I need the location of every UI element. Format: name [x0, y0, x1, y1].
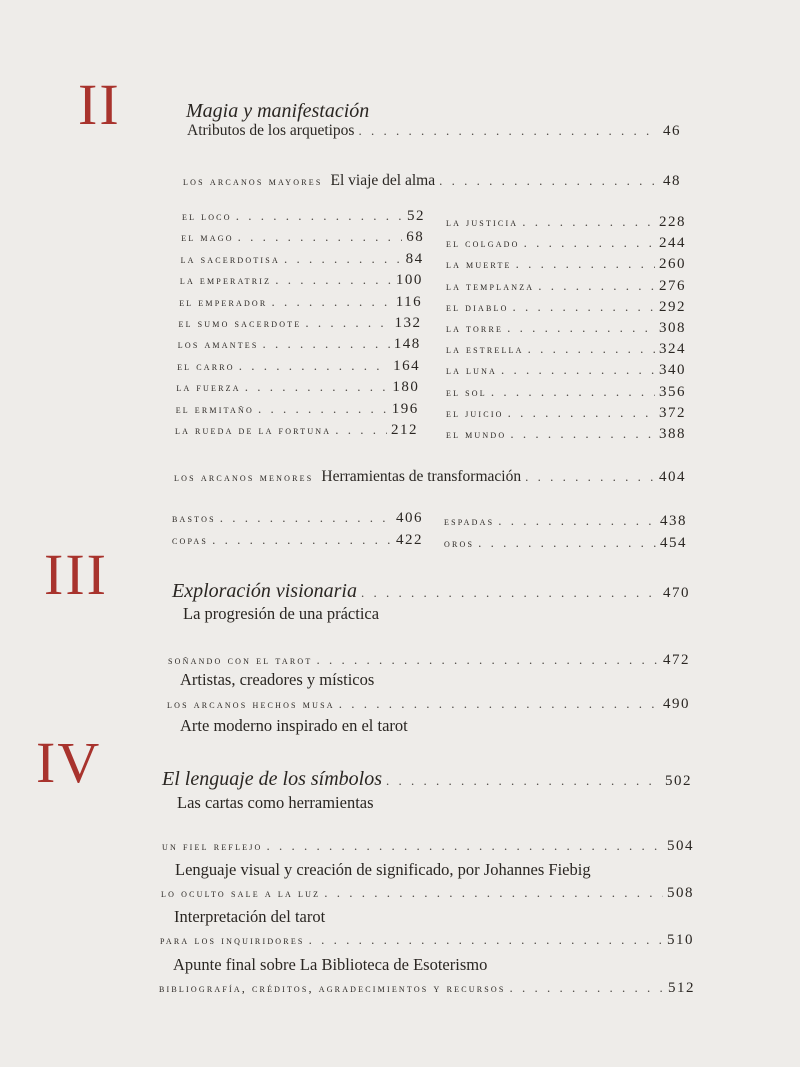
leader-dots	[284, 251, 402, 267]
leader-dots	[258, 401, 388, 417]
card-entry-right	[446, 405, 686, 422]
section-ii-subtitle: Atributos de los arquetipos	[187, 122, 355, 139]
leader-dots	[525, 469, 655, 485]
entry-name: la luna	[446, 365, 498, 378]
leader-dots	[239, 358, 389, 374]
card-entry-left	[181, 229, 424, 246]
leader-dots	[508, 405, 655, 421]
card-entry-left	[180, 272, 423, 289]
entry-name: bastos	[172, 513, 216, 525]
card-entry-left	[179, 294, 422, 311]
leader-dots	[491, 384, 655, 400]
major-arcana-heading: los arcanos mayores	[183, 174, 323, 188]
leader-dots	[386, 773, 661, 789]
card-entry-right	[446, 362, 686, 379]
section-entry-page: 490	[663, 696, 690, 712]
entry-page: 324	[659, 341, 686, 358]
leader-dots	[361, 585, 659, 601]
entry-page: 196	[391, 400, 419, 417]
minor-arcana-heading: los arcanos menores	[174, 470, 314, 484]
card-entry-right	[446, 341, 686, 358]
leader-dots	[339, 696, 659, 712]
card-entry-left	[176, 401, 419, 418]
leader-dots	[238, 229, 403, 245]
entry-name: el ermitaño	[175, 403, 254, 416]
entry-page: 244	[659, 235, 686, 252]
entry-name: los amantes	[177, 339, 259, 352]
leader-dots	[316, 652, 659, 668]
leader-dots	[516, 256, 655, 272]
leader-dots	[275, 272, 392, 288]
entry-name: el colgado	[446, 238, 520, 251]
card-entry-right	[446, 299, 686, 316]
section-ii-title: Magia y manifestación	[186, 100, 370, 122]
card-entry-left	[179, 315, 422, 332]
entry-page: 276	[659, 277, 686, 294]
section-entry-page: 510	[667, 932, 694, 948]
section-entry-heading: los arcanos hechos musa	[167, 699, 335, 711]
leader-dots	[220, 510, 392, 526]
section-entry-subtitle: Artistas, creadores y místicos	[180, 670, 375, 689]
section-entry-row	[167, 696, 690, 713]
entry-page: 260	[659, 256, 686, 273]
entry-name: el diablo	[446, 301, 509, 314]
section-entry-row	[162, 838, 694, 855]
leader-dots	[212, 532, 392, 548]
major-arcana-row	[183, 172, 681, 190]
entry-page: 148	[393, 336, 421, 353]
entry-page: 340	[659, 362, 686, 379]
entry-page: 356	[659, 383, 686, 400]
section-iv-title: El lenguaje de los símbolos	[162, 768, 382, 790]
section-entry-row	[160, 932, 694, 949]
card-entry-right	[446, 384, 686, 401]
leader-dots	[510, 426, 655, 442]
entry-name: copas	[172, 535, 209, 547]
entry-page: 308	[659, 320, 686, 336]
entry-page: 68	[406, 229, 425, 246]
entry-page: 212	[391, 422, 418, 438]
section-ii-numeral: II	[78, 72, 121, 137]
section-ii-page: 46	[663, 123, 681, 139]
entry-page: 422	[396, 532, 423, 548]
leader-dots	[507, 320, 655, 336]
card-entry-left	[178, 336, 421, 353]
section-iii-page: 470	[663, 585, 690, 601]
minor-arcana-page: 404	[659, 469, 686, 485]
card-entry-right	[446, 256, 686, 273]
entry-page: 388	[659, 426, 686, 442]
suit-entry-left	[172, 510, 423, 527]
entry-page: 292	[659, 298, 686, 315]
leader-dots	[513, 299, 655, 315]
leader-dots	[267, 838, 663, 854]
leader-dots	[245, 379, 389, 395]
suit-entry-right	[444, 535, 687, 552]
entry-name: la emperatriz	[179, 275, 272, 288]
card-entry-left	[181, 251, 424, 268]
leader-dots	[498, 513, 656, 529]
leader-dots	[324, 885, 663, 901]
leader-dots	[335, 422, 387, 438]
card-entry-left	[177, 358, 420, 375]
card-entry-right	[446, 235, 686, 252]
section-entry-heading: soñando con el tarot	[168, 655, 313, 667]
entry-name: el mago	[181, 232, 234, 245]
suit-entry-left	[172, 532, 423, 549]
section-entry-row	[168, 652, 690, 669]
entry-page: 52	[407, 208, 425, 224]
section-entry-page: 504	[667, 838, 694, 854]
section-iv-numeral: IV	[36, 730, 102, 795]
section-entry-heading: bibliografía, créditos, agradecimientos y recursos	[159, 983, 506, 995]
section-entry-page: 512	[668, 980, 695, 996]
leader-dots	[478, 535, 656, 551]
section-entry-row	[159, 980, 695, 997]
entry-page: 180	[392, 379, 420, 396]
leader-dots	[501, 362, 655, 378]
section-iii-subtitle: La progresión de una práctica	[183, 604, 380, 623]
entry-name: la justicia	[446, 217, 519, 229]
entry-page: 84	[405, 250, 424, 267]
leader-dots	[528, 341, 655, 357]
leader-dots	[358, 123, 659, 139]
entry-page: 100	[395, 272, 423, 289]
entry-page: 454	[660, 535, 687, 551]
entry-name: el loco	[182, 211, 232, 223]
entry-name: el juicio	[446, 407, 504, 420]
minor-arcana-row	[174, 468, 686, 486]
card-entry-right	[446, 426, 686, 443]
entry-name: la rueda de la fortuna	[175, 425, 332, 437]
section-iv-page: 502	[665, 773, 692, 789]
leader-dots	[236, 208, 403, 224]
entry-name: la muerte	[446, 259, 512, 272]
leader-dots	[522, 214, 655, 230]
leader-dots	[538, 278, 655, 294]
entry-page: 228	[659, 214, 686, 230]
section-entry-subtitle: Apunte final sobre La Biblioteca de Esoterismo	[173, 955, 488, 974]
major-arcana-page: 48	[663, 173, 681, 189]
section-entry-heading: para los inquiridores	[160, 935, 305, 947]
leader-dots	[309, 932, 663, 948]
leader-dots	[263, 336, 390, 352]
card-entry-left	[175, 422, 418, 439]
section-iii-title: Exploración visionaria	[172, 580, 357, 602]
card-entry-right	[446, 320, 686, 337]
leader-dots	[439, 173, 659, 189]
entry-name: la torre	[446, 323, 504, 335]
card-entry-right	[446, 278, 686, 295]
entry-name: la fuerza	[176, 382, 241, 395]
section-ii-title-row	[186, 100, 370, 123]
section-entry-row	[161, 885, 694, 902]
entry-page: 116	[395, 293, 423, 310]
entry-name: el mundo	[446, 429, 507, 441]
entry-name: la estrella	[446, 344, 524, 357]
entry-name: el sumo sacerdote	[178, 318, 302, 330]
section-entry-heading: un fiel reflejo	[162, 841, 263, 853]
entry-name: espadas	[444, 516, 495, 528]
suit-entry-right	[444, 513, 687, 530]
minor-arcana-subtitle: Herramientas de transformación	[321, 468, 522, 485]
entry-page: 372	[659, 404, 686, 421]
entry-name: oros	[444, 538, 475, 550]
entry-name: el sol	[446, 386, 487, 399]
card-entry-left	[176, 379, 419, 396]
entry-page: 164	[393, 357, 421, 374]
section-iv-title-row	[162, 768, 692, 791]
entry-page: 132	[394, 315, 422, 331]
entry-name: el carro	[177, 360, 235, 373]
major-arcana-subtitle: El viaje del alma	[330, 172, 436, 189]
card-entry-left	[182, 208, 425, 225]
leader-dots	[271, 294, 391, 310]
leader-dots	[305, 315, 390, 331]
entry-name: la templanza	[446, 280, 535, 293]
section-entry-subtitle: Interpretación del tarot	[174, 907, 326, 926]
section-ii-subtitle-row	[187, 122, 681, 140]
section-entry-heading: lo oculto sale a la luz	[161, 888, 321, 900]
section-iv-subtitle: Las cartas como herramientas	[177, 793, 374, 812]
entry-page: 438	[660, 513, 687, 529]
entry-page: 406	[396, 510, 423, 526]
entry-name: el emperador	[179, 296, 268, 309]
section-entry-subtitle: Lenguaje visual y creación de significado, por Johannes Fiebig	[175, 860, 591, 879]
leader-dots	[510, 980, 664, 996]
section-entry-page: 508	[667, 885, 694, 901]
section-iii-title-row	[172, 580, 690, 603]
section-iii-numeral: III	[44, 542, 108, 607]
entry-name: la sacerdotisa	[180, 253, 280, 266]
card-entry-right	[446, 214, 686, 231]
section-entry-subtitle: Arte moderno inspirado en el tarot	[180, 716, 408, 735]
leader-dots	[524, 235, 655, 251]
section-entry-page: 472	[663, 652, 690, 668]
